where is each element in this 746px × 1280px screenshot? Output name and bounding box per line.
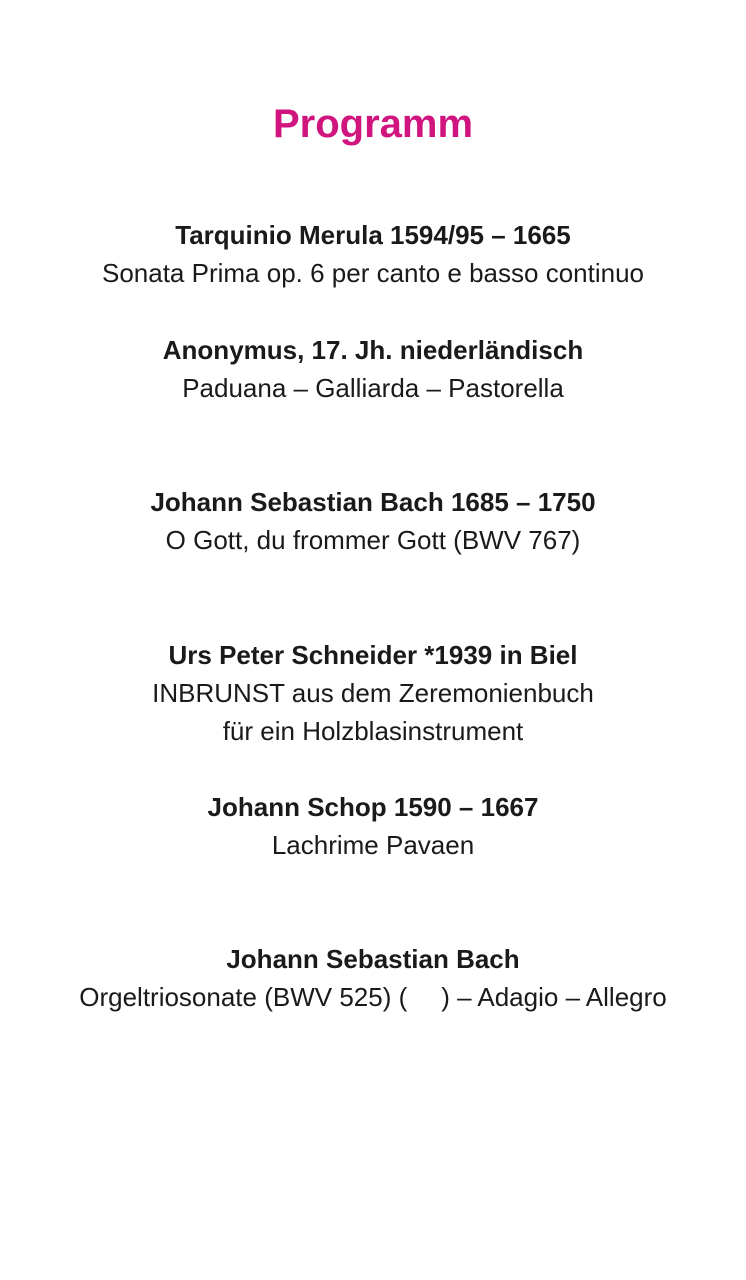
work-subtitle: für ein Holzblasinstrument (222, 716, 524, 746)
work-title: INBRUNST aus dem Zeremonienbuch (152, 678, 594, 708)
work-title (0, 978, 746, 1016)
program-item-4 (0, 636, 746, 750)
page-title: Programm (272, 102, 474, 146)
work-title-part-2: ) – Adagio – Allegro (441, 982, 667, 1012)
work-title: Lachrime Pavaen (271, 830, 475, 860)
work-title: Paduana – Galliarda – Pastorella (182, 373, 564, 403)
program-item-2 (0, 331, 746, 407)
program-item-5 (0, 788, 746, 864)
composer-name: Johann Sebastian Bach (226, 944, 520, 974)
program-item-3 (0, 483, 746, 559)
composer-name: Johann Schop 1590 – 1667 (207, 792, 539, 822)
program-item-1 (0, 216, 746, 292)
composer-name: Urs Peter Schneider *1939 in Biel (168, 640, 578, 670)
work-title-part-1: Orgeltriosonate (BWV 525) ( (79, 982, 408, 1012)
composer-name: Anonymus, 17. Jh. niederländisch (162, 335, 584, 365)
work-title: O Gott, du frommer Gott (BWV 767) (165, 525, 581, 555)
work-title: Sonata Prima op. 6 per canto e basso continuo (101, 258, 644, 288)
composer-name: Johann Sebastian Bach 1685 – 1750 (150, 487, 596, 517)
program-item-6 (0, 940, 746, 1016)
composer-name: Tarquinio Merula 1594/95 – 1665 (175, 220, 571, 250)
